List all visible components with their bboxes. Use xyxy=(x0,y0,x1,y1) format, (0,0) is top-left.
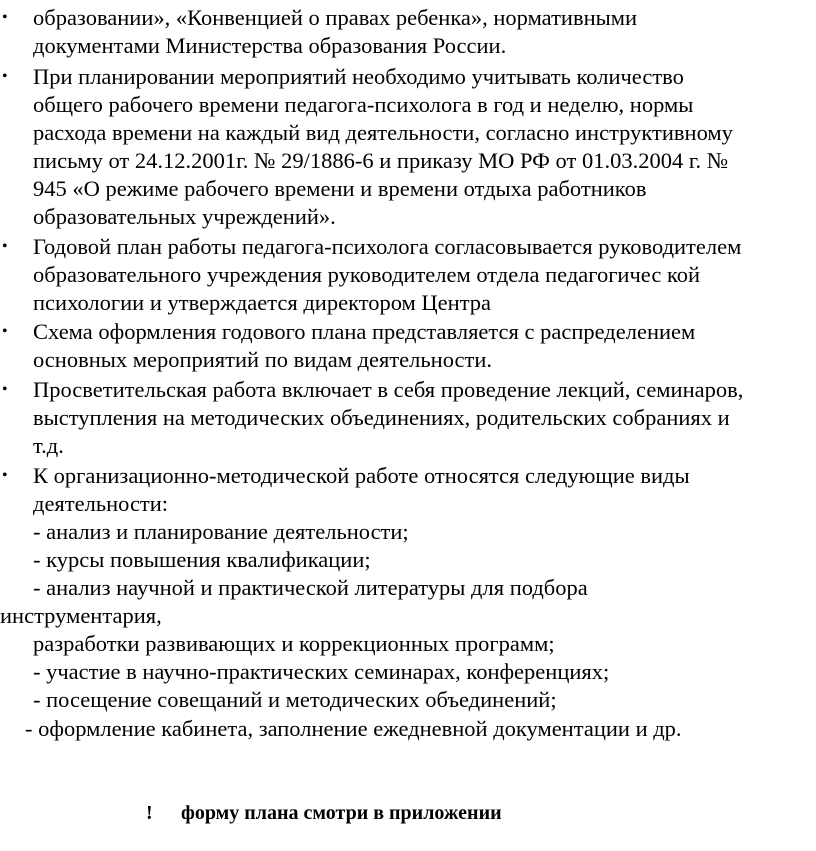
text-line: образовательных учреждений». xyxy=(33,204,336,229)
text-line: образовательного учреждения руководителем отдела педагогичес кой xyxy=(33,262,701,287)
text-line: образовании», «Конвенцией о правах ребенка», нормативными xyxy=(33,5,638,30)
exclamation-icon: ! xyxy=(146,802,153,824)
bullet-icon: • xyxy=(2,238,8,255)
text-line: Просветительская работа включает в себя проведение лекций, семинаров, xyxy=(33,377,744,402)
bullet-icon: • xyxy=(2,381,8,398)
list-item: - оформление кабинета, заполнение ежедневной документации и др. xyxy=(25,716,682,741)
text-line: деятельности: xyxy=(33,491,169,516)
text-line: психологии и утверждается директором Центра xyxy=(33,290,492,315)
text-line: При планировании мероприятий необходимо учитывать количество xyxy=(33,64,684,89)
text-line: 945 «О режиме рабочего времени и времени отдыха работников xyxy=(33,176,647,201)
list-item: - посещение совещаний и методических объединений; xyxy=(33,687,557,712)
list-item: разработки развивающих и коррекционных программ; xyxy=(33,631,555,656)
text-line: письму от 24.12.2001г. № 29/1886-6 и приказу МО РФ от 01.03.2004 г. № xyxy=(33,148,729,173)
text-line: К организационно-методической работе относятся следующие виды xyxy=(33,463,690,488)
list-item: - анализ научной и практической литературы для подбора xyxy=(33,575,588,600)
text-line: расхода времени на каждый вид деятельности, согласно инструктивному xyxy=(33,120,733,145)
text-line: общего рабочего времени педагога-психолога в год и неделю, нормы xyxy=(33,92,694,117)
bullet-icon: • xyxy=(2,9,8,26)
bullet-icon: • xyxy=(2,68,8,85)
text-line: документами Министерства образования России. xyxy=(33,33,507,58)
text-line: основных мероприятий по видам деятельности. xyxy=(33,347,492,372)
bullet-icon: • xyxy=(2,467,8,484)
list-item: - участие в научно-практических семинарах, конференциях; xyxy=(33,659,610,684)
text-line: выступления на методических объединениях, родительских собраниях и xyxy=(33,405,730,430)
text-line: т.д. xyxy=(33,433,64,458)
text-line: Годовой план работы педагога-психолога согласовывается руководителем xyxy=(33,234,742,259)
text-line: Схема оформления годового плана представляется с распределением xyxy=(33,319,696,344)
list-item: инструментария, xyxy=(0,603,162,628)
list-item: - курсы повышения квалификации; xyxy=(33,547,371,572)
appendix-note: форму плана смотри в приложении xyxy=(181,802,502,824)
bullet-icon: • xyxy=(2,323,8,340)
list-item: - анализ и планирование деятельности; xyxy=(33,519,409,544)
